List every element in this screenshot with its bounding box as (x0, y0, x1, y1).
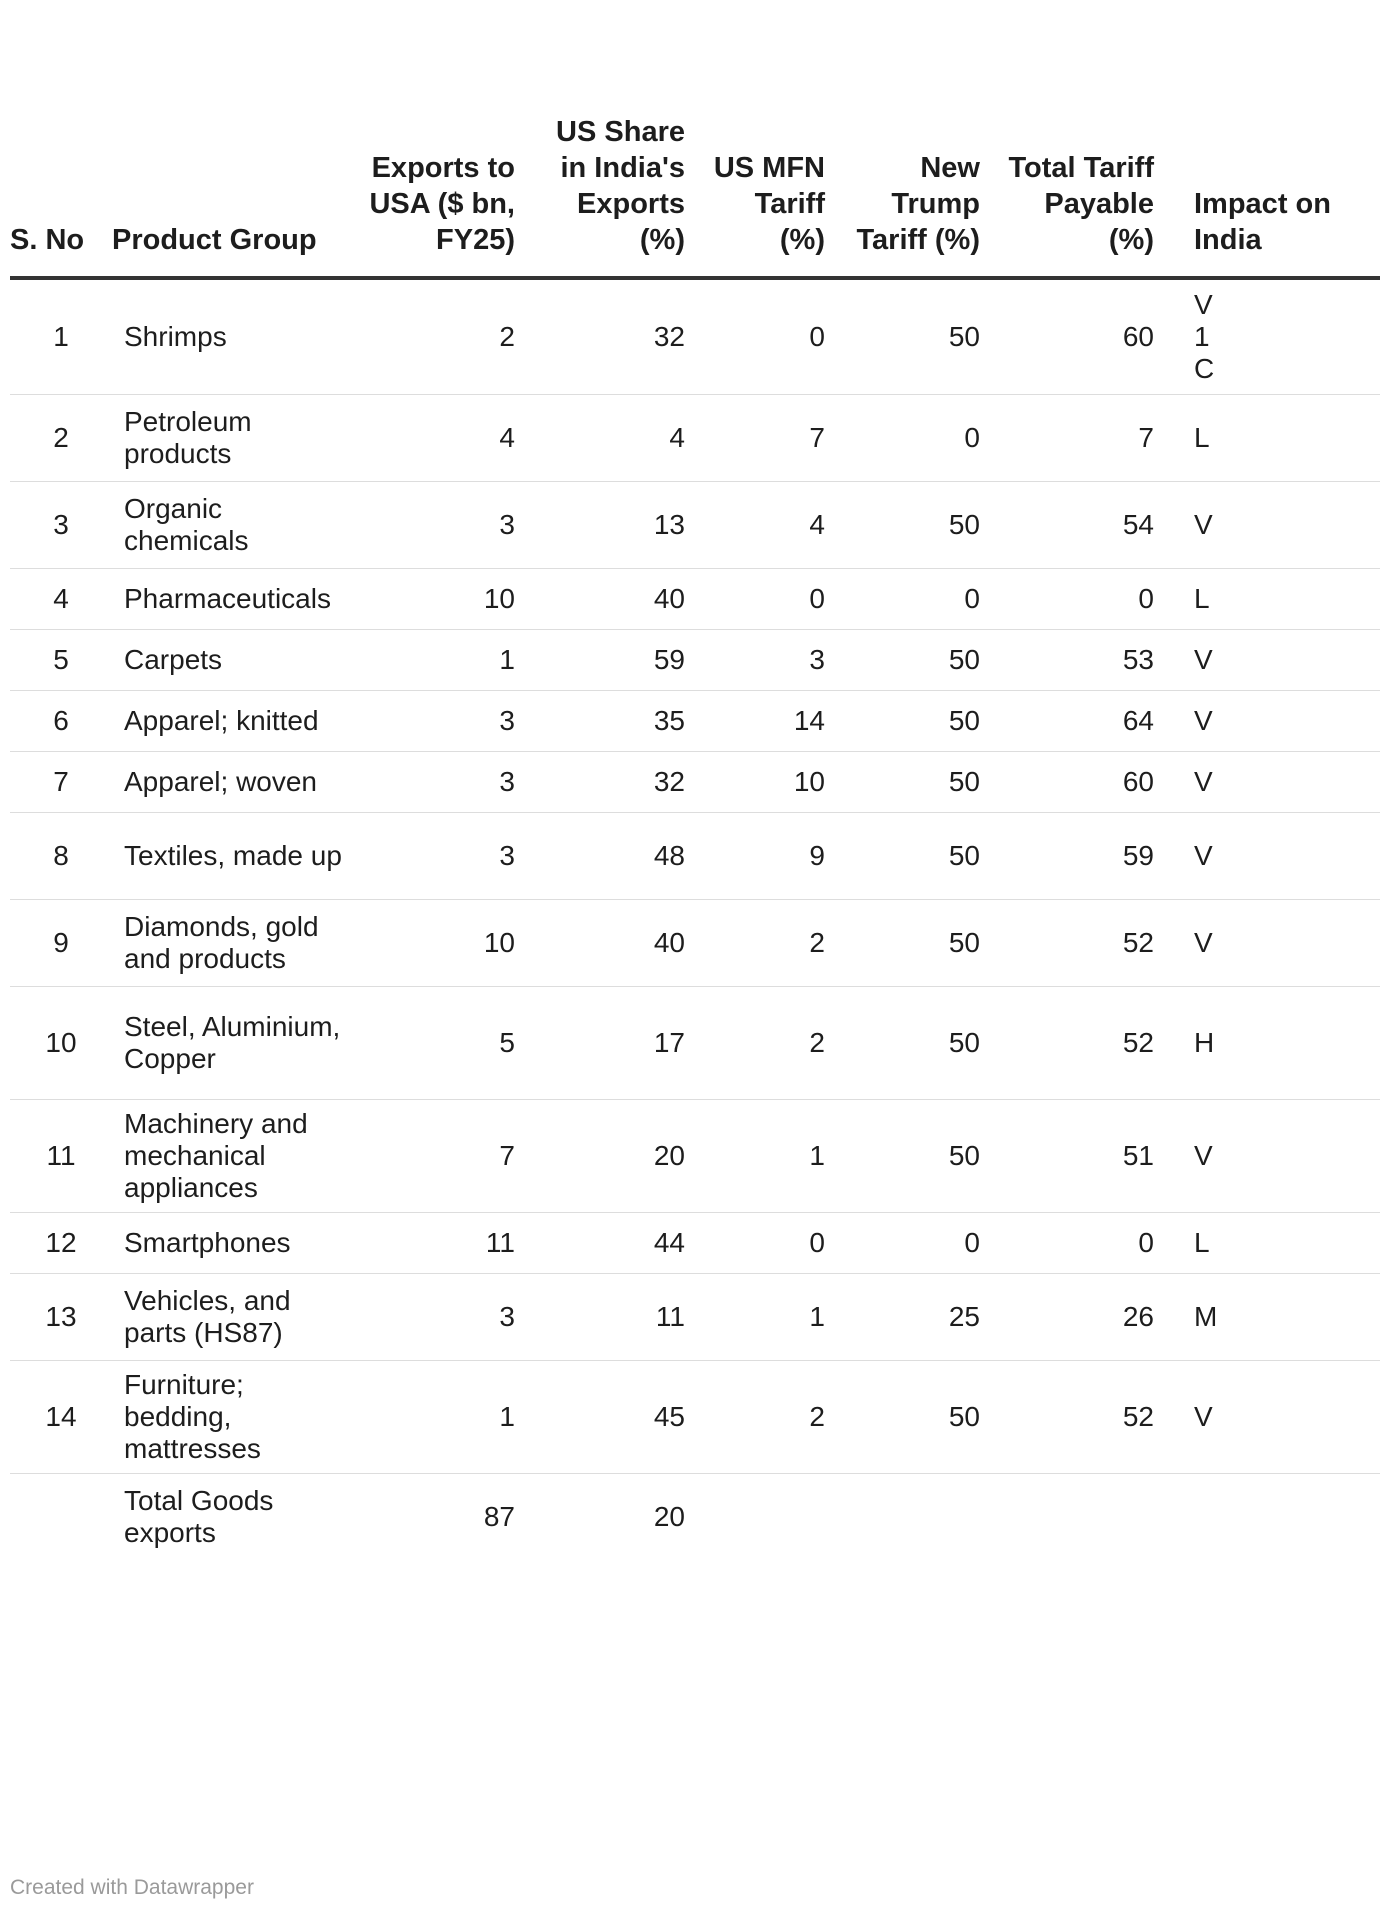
cell-total-tariff: 60 (1000, 751, 1174, 812)
cell-sno: 13 (10, 1273, 112, 1360)
cell-trump-tariff: 50 (845, 899, 1000, 986)
cell-trump-tariff: 50 (845, 812, 1000, 899)
table-row (10, 899, 1380, 986)
header-us-share[interactable]: US Share in India's Exports (%) (535, 0, 705, 278)
cell-exports: 7 (365, 1099, 535, 1212)
cell-mfn-tariff: 14 (705, 690, 845, 751)
cell-mfn-tariff: 1 (705, 1273, 845, 1360)
cell-us-share: 44 (535, 1212, 705, 1273)
cell-us-share: 13 (535, 481, 705, 568)
header-trump-tariff[interactable]: New Trump Tariff (%) (845, 0, 1000, 278)
header-row (10, 0, 1380, 278)
cell-mfn-tariff: 2 (705, 899, 845, 986)
table-row (10, 629, 1380, 690)
cell-sno: 1 (10, 278, 112, 394)
cell-trump-tariff: 50 (845, 278, 1000, 394)
cell-trump-tariff (845, 1473, 1000, 1560)
cell-sno: 10 (10, 986, 112, 1099)
header-product-group[interactable]: Product Group (112, 0, 365, 278)
header-total-tariff[interactable]: Total Tariff Payable (%) (1000, 0, 1174, 278)
cell-total-tariff: 52 (1000, 899, 1174, 986)
cell-sno: 9 (10, 899, 112, 986)
cell-impact: V (1174, 751, 1380, 812)
cell-us-share: 45 (535, 1360, 705, 1473)
table-row (10, 1473, 1380, 1560)
cell-impact: L (1174, 394, 1380, 481)
cell-product-group: Pharmaceuticals (112, 568, 365, 629)
table-body (10, 278, 1380, 1560)
cell-exports: 2 (365, 278, 535, 394)
tariff-table-container[interactable] (10, 0, 1331, 1860)
table-row (10, 394, 1380, 481)
cell-trump-tariff: 50 (845, 690, 1000, 751)
cell-mfn-tariff: 2 (705, 986, 845, 1099)
cell-trump-tariff: 0 (845, 1212, 1000, 1273)
cell-impact: V (1174, 899, 1380, 986)
cell-us-share: 20 (653, 1500, 685, 1532)
cell-sno: 7 (10, 751, 112, 812)
cell-product-group: Apparel; woven (112, 751, 365, 812)
cell-product-group: Machinery and mechanical appliances (112, 1099, 365, 1212)
header-mfn-tariff[interactable]: US MFN Tariff (%) (705, 0, 845, 278)
table-row (10, 690, 1380, 751)
cell-mfn-tariff (705, 1473, 845, 1560)
header-impact[interactable]: Impact on India (1174, 0, 1380, 278)
cell-exports: 5 (365, 986, 535, 1099)
cell-us-share: 4 (535, 394, 705, 481)
cell-trump-tariff: 0 (845, 394, 1000, 481)
cell-total-tariff: 0 (1000, 568, 1174, 629)
cell-impact: V (1174, 1360, 1380, 1473)
cell-total-tariff: 51 (1000, 1099, 1174, 1212)
cell-trump-tariff: 50 (845, 629, 1000, 690)
table-row (10, 1212, 1380, 1273)
cell-us-share: 20 (535, 1099, 705, 1212)
cell-total-tariff: 54 (1000, 481, 1174, 568)
cell-trump-tariff: 50 (845, 1360, 1000, 1473)
table-row (10, 1360, 1380, 1473)
cell-sno: 8 (10, 812, 112, 899)
cell-mfn-tariff: 0 (705, 1212, 845, 1273)
cell-mfn-tariff: 10 (705, 751, 845, 812)
cell-us-share: 17 (535, 986, 705, 1099)
cell-total-tariff (1000, 1473, 1174, 1560)
cell-exports: 1 (365, 1360, 535, 1473)
cell-trump-tariff: 50 (845, 986, 1000, 1099)
cell-total-tariff: 0 (1000, 1212, 1174, 1273)
table-row (10, 812, 1380, 899)
cell-sno: 3 (10, 481, 112, 568)
cell-exports: 87 (483, 1500, 515, 1532)
cell-product-group: Textiles, made up (112, 812, 365, 899)
cell-impact: L (1174, 1212, 1380, 1273)
cell-total-tariff: 53 (1000, 629, 1174, 690)
cell-mfn-tariff: 0 (705, 278, 845, 394)
cell-sno: 2 (10, 394, 112, 481)
table-row (10, 568, 1380, 629)
cell-us-share: 32 (535, 278, 705, 394)
cell-product-group: Shrimps (112, 278, 365, 394)
cell-impact: V (1174, 690, 1380, 751)
cell-exports: 3 (365, 751, 535, 812)
table-row (10, 1273, 1380, 1360)
cell-us-share: 40 (535, 568, 705, 629)
cell-impact (1174, 1473, 1380, 1560)
cell-product-group: Smartphones (112, 1212, 365, 1273)
cell-total-tariff: 7 (1000, 394, 1174, 481)
header-exports[interactable]: Exports to USA ($ bn, FY25) (365, 0, 535, 278)
header-sno[interactable]: S. No (10, 0, 112, 278)
cell-product-group: Vehicles, and parts (HS87) (112, 1273, 365, 1360)
cell-us-share: 11 (535, 1273, 705, 1360)
cell-impact: H (1174, 986, 1380, 1099)
table-row (10, 481, 1380, 568)
cell-total-tariff: 64 (1000, 690, 1174, 751)
cell-mfn-tariff: 2 (705, 1360, 845, 1473)
cell-product-group: Apparel; knitted (112, 690, 365, 751)
cell-mfn-tariff: 7 (705, 394, 845, 481)
cell-sno: 14 (10, 1360, 112, 1473)
cell-trump-tariff: 50 (845, 1099, 1000, 1212)
tariff-table (10, 0, 1380, 1560)
cell-product-group: Petroleum products (112, 394, 365, 481)
cell-product-group: Steel, Aluminium, Copper (112, 986, 365, 1099)
cell-us-share: 32 (535, 751, 705, 812)
cell-mfn-tariff: 3 (705, 629, 845, 690)
cell-mfn-tariff: 1 (705, 1099, 845, 1212)
cell-us-share: 48 (535, 812, 705, 899)
cell-product-group: Diamonds, gold and products (112, 899, 365, 986)
cell-sno: 5 (10, 629, 112, 690)
cell-trump-tariff: 25 (845, 1273, 1000, 1360)
cell-us-share: 59 (535, 629, 705, 690)
cell-impact: V (1174, 812, 1380, 899)
cell-product-group: Organic chemicals (112, 481, 365, 568)
table-row (10, 751, 1380, 812)
cell-trump-tariff: 50 (845, 481, 1000, 568)
cell-impact: M (1174, 1273, 1380, 1360)
cell-total-tariff: 52 (1000, 986, 1174, 1099)
cell-product-group: Carpets (112, 629, 365, 690)
cell-trump-tariff: 0 (845, 568, 1000, 629)
cell-trump-tariff: 50 (845, 751, 1000, 812)
cell-impact: V 1 C (1174, 278, 1380, 394)
cell-sno: 12 (10, 1212, 112, 1273)
cell-impact: V (1174, 1099, 1380, 1212)
cell-exports: 4 (365, 394, 535, 481)
cell-impact: V (1174, 629, 1380, 690)
cell-exports: 1 (365, 629, 535, 690)
cell-sno: 11 (10, 1099, 112, 1212)
cell-total-tariff: 59 (1000, 812, 1174, 899)
cell-exports: 10 (365, 899, 535, 986)
cell-us-share: 35 (535, 690, 705, 751)
cell-impact: L (1174, 568, 1380, 629)
cell-sno (10, 1473, 112, 1560)
cell-total-tariff: 60 (1000, 278, 1174, 394)
cell-impact: V (1174, 481, 1380, 568)
cell-product-group: Furniture; bedding, mattresses (112, 1360, 365, 1473)
cell-exports: 11 (365, 1212, 535, 1273)
cell-exports: 10 (365, 568, 535, 629)
datawrapper-credit[interactable]: Created with Datawrapper (10, 1876, 254, 1899)
cell-us-share: 40 (535, 899, 705, 986)
cell-total-tariff: 52 (1000, 1360, 1174, 1473)
table-row (10, 986, 1380, 1099)
cell-mfn-tariff: 9 (705, 812, 845, 899)
table-row (10, 1099, 1380, 1212)
cell-exports: 3 (365, 690, 535, 751)
cell-exports: 3 (365, 1273, 535, 1360)
cell-total-tariff: 26 (1000, 1273, 1174, 1360)
cell-product-group: Total Goods exports (124, 1484, 274, 1548)
cell-mfn-tariff: 4 (705, 481, 845, 568)
table-header (10, 0, 1380, 278)
cell-sno: 4 (10, 568, 112, 629)
cell-mfn-tariff: 0 (705, 568, 845, 629)
cell-sno: 6 (10, 690, 112, 751)
cell-exports: 3 (365, 481, 535, 568)
table-row (10, 278, 1380, 394)
cell-exports: 3 (365, 812, 535, 899)
